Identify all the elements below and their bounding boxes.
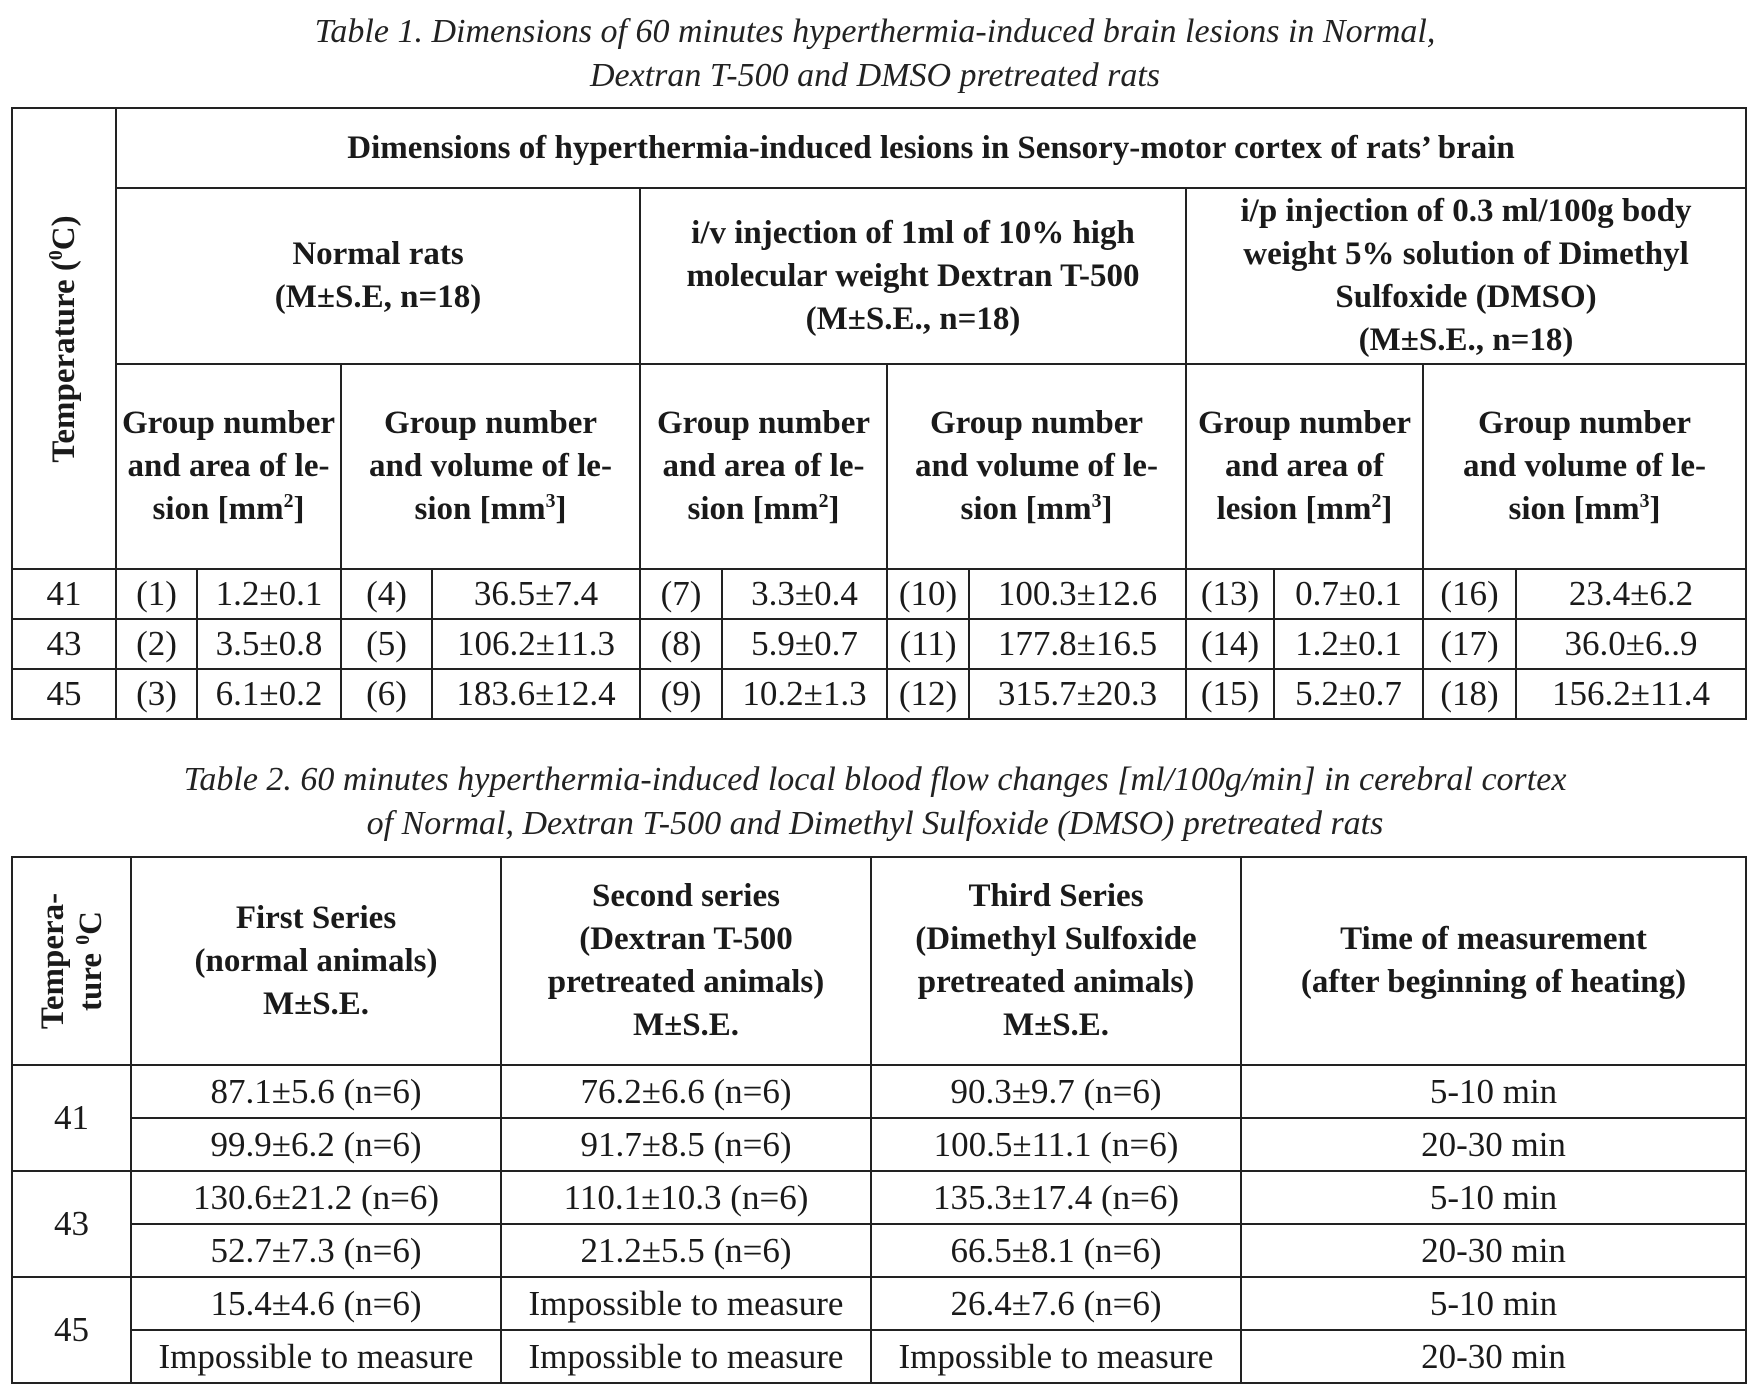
lesion-value-cell: 100.3±12.6 — [969, 569, 1186, 619]
lesion-value-cell: 106.2±11.3 — [432, 619, 640, 669]
lesion-value-cell: 156.2±11.4 — [1516, 669, 1746, 719]
first-series-cell: 52.7±7.3 (n=6) — [131, 1224, 501, 1277]
blood-flow-table — [11, 856, 1747, 1384]
lesion-value-cell: 3.5±0.8 — [197, 619, 341, 669]
group-number-cell: (2) — [116, 619, 197, 669]
subheader-volume: Group number and volume of le- sion $[mm^3]$ — [887, 364, 1186, 569]
group-number-cell: (15) — [1186, 669, 1274, 719]
group-number-cell: (6) — [341, 669, 432, 719]
time-cell: 5-10 min — [1241, 1065, 1746, 1118]
temperature-header: Tempera- ture $^0$C — [12, 857, 131, 1065]
lesion-value-cell: 5.2±0.7 — [1274, 669, 1423, 719]
table-row — [12, 1118, 1746, 1171]
main-header: Dimensions of hyperthermia-induced lesions in Sensory-motor cortex of rats’ brain — [116, 108, 1746, 188]
second-series-cell: Impossible to measure — [501, 1277, 871, 1330]
group-number-cell: (17) — [1423, 619, 1516, 669]
table1-caption-line1: Table 1. Dimensions of 60 minutes hyperthermia-induced brain lesions in Normal, — [314, 13, 1436, 50]
subheader-volume: Group number and volume of le- sion $[mm^3]$ — [341, 364, 640, 569]
table-row — [12, 569, 1746, 619]
table-row — [12, 669, 1746, 719]
group-header-normal: Normal rats (M±S.E, n=18) — [116, 188, 640, 364]
third-series-cell: 26.4±7.6 (n=6) — [871, 1277, 1241, 1330]
lesion-value-cell: 36.0±6..9 — [1516, 619, 1746, 669]
group-number-cell: (3) — [116, 669, 197, 719]
third-series-cell: Impossible to measure — [871, 1330, 1241, 1383]
table-row — [12, 1171, 1746, 1224]
first-series-cell: 87.1±5.6 (n=6) — [131, 1065, 501, 1118]
lesion-value-cell: 183.6±12.4 — [432, 669, 640, 719]
first-series-cell: 99.9±6.2 (n=6) — [131, 1118, 501, 1171]
lesion-dimensions-table — [11, 107, 1747, 720]
time-cell: 20-30 min — [1241, 1224, 1746, 1277]
temperature-cell: 43 — [12, 1171, 131, 1277]
table1-caption — [0, 10, 1750, 98]
group-header-dextran: i/v injection of 1ml of 10% high molecular weight Dextran T-500 (M±S.E., n=18) — [640, 188, 1186, 364]
lesion-value-cell: 177.8±16.5 — [969, 619, 1186, 669]
table1-caption-line2: Dextran T-500 and DMSO pretreated rats — [589, 57, 1161, 94]
group-number-cell: (7) — [640, 569, 722, 619]
subheader-volume: Group number and volume of le- sion $[mm^3]$ — [1423, 364, 1746, 569]
table-row — [12, 1065, 1746, 1118]
group-number-cell: (8) — [640, 619, 722, 669]
temperature-cell: 41 — [12, 569, 116, 619]
group-number-cell: (18) — [1423, 669, 1516, 719]
table-row — [12, 1330, 1746, 1383]
header-time-of-measurement: Time of measurement (after beginning of heating) — [1241, 857, 1746, 1065]
subheader-area: Group number and area of le- sion $[mm^2]$ — [116, 364, 341, 569]
first-series-cell: 130.6±21.2 (n=6) — [131, 1171, 501, 1224]
second-series-cell: 110.1±10.3 (n=6) — [501, 1171, 871, 1224]
group-number-cell: (14) — [1186, 619, 1274, 669]
lesion-value-cell: 6.1±0.2 — [197, 669, 341, 719]
lesion-value-cell: 10.2±1.3 — [722, 669, 887, 719]
temperature-cell: 41 — [12, 1065, 131, 1171]
group-number-cell: (12) — [887, 669, 969, 719]
temperature-cell: 45 — [12, 669, 116, 719]
temperature-header: Temperature ($^0$C) — [12, 108, 116, 569]
third-series-cell: 135.3±17.4 (n=6) — [871, 1171, 1241, 1224]
lesion-value-cell: 23.4±6.2 — [1516, 569, 1746, 619]
time-cell: 5-10 min — [1241, 1171, 1746, 1224]
lesion-value-cell: 1.2±0.1 — [1274, 619, 1423, 669]
header-second-series: Second series (Dextran T-500 pretreated animals) M±S.E. — [501, 857, 871, 1065]
table-row — [12, 619, 1746, 669]
table1-body — [12, 569, 1746, 719]
table2-caption — [0, 758, 1750, 846]
table2-body — [12, 1065, 1746, 1383]
lesion-value-cell: 5.9±0.7 — [722, 619, 887, 669]
group-number-cell: (16) — [1423, 569, 1516, 619]
group-number-cell: (1) — [116, 569, 197, 619]
third-series-cell: 90.3±9.7 (n=6) — [871, 1065, 1241, 1118]
temperature-cell: 43 — [12, 619, 116, 669]
group-number-cell: (10) — [887, 569, 969, 619]
first-series-cell: 15.4±4.6 (n=6) — [131, 1277, 501, 1330]
header-third-series: Third Series (Dimethyl Sulfoxide pretreated animals) M±S.E. — [871, 857, 1241, 1065]
third-series-cell: 66.5±8.1 (n=6) — [871, 1224, 1241, 1277]
lesion-value-cell: 0.7±0.1 — [1274, 569, 1423, 619]
group-number-cell: (13) — [1186, 569, 1274, 619]
group-number-cell: (5) — [341, 619, 432, 669]
time-cell: 5-10 min — [1241, 1277, 1746, 1330]
lesion-value-cell: 1.2±0.1 — [197, 569, 341, 619]
group-number-cell: (11) — [887, 619, 969, 669]
table2-caption-line1: Table 2. 60 minutes hyperthermia-induced local blood flow changes [ml/100g/min] in cerebral cortex — [183, 761, 1567, 798]
first-series-cell: Impossible to measure — [131, 1330, 501, 1383]
temperature-cell: 45 — [12, 1277, 131, 1383]
group-number-cell: (9) — [640, 669, 722, 719]
table-row — [12, 1277, 1746, 1330]
table2-caption-line2: of Normal, Dextran T-500 and Dimethyl Sulfoxide (DMSO) pretreated rats — [366, 805, 1384, 842]
second-series-cell: 91.7±8.5 (n=6) — [501, 1118, 871, 1171]
table-row — [12, 1224, 1746, 1277]
time-cell: 20-30 min — [1241, 1118, 1746, 1171]
header-first-series: First Series (normal animals) M±S.E. — [131, 857, 501, 1065]
second-series-cell: 76.2±6.6 (n=6) — [501, 1065, 871, 1118]
second-series-cell: Impossible to measure — [501, 1330, 871, 1383]
third-series-cell: 100.5±11.1 (n=6) — [871, 1118, 1241, 1171]
subheader-area: Group number and area of le- sion $[mm^2]$ — [640, 364, 887, 569]
group-number-cell: (4) — [341, 569, 432, 619]
lesion-value-cell: 3.3±0.4 — [722, 569, 887, 619]
subheader-area: Group number and area of lesion $[mm^2]$ — [1186, 364, 1423, 569]
group-header-dmso: i/p injection of 0.3 ml/100g body weight 5% solution of Dimethyl Sulfoxide (DMSO) (M±S.E., n=18) — [1186, 188, 1746, 364]
second-series-cell: 21.2±5.5 (n=6) — [501, 1224, 871, 1277]
lesion-value-cell: 36.5±7.4 — [432, 569, 640, 619]
lesion-value-cell: 315.7±20.3 — [969, 669, 1186, 719]
time-cell: 20-30 min — [1241, 1330, 1746, 1383]
